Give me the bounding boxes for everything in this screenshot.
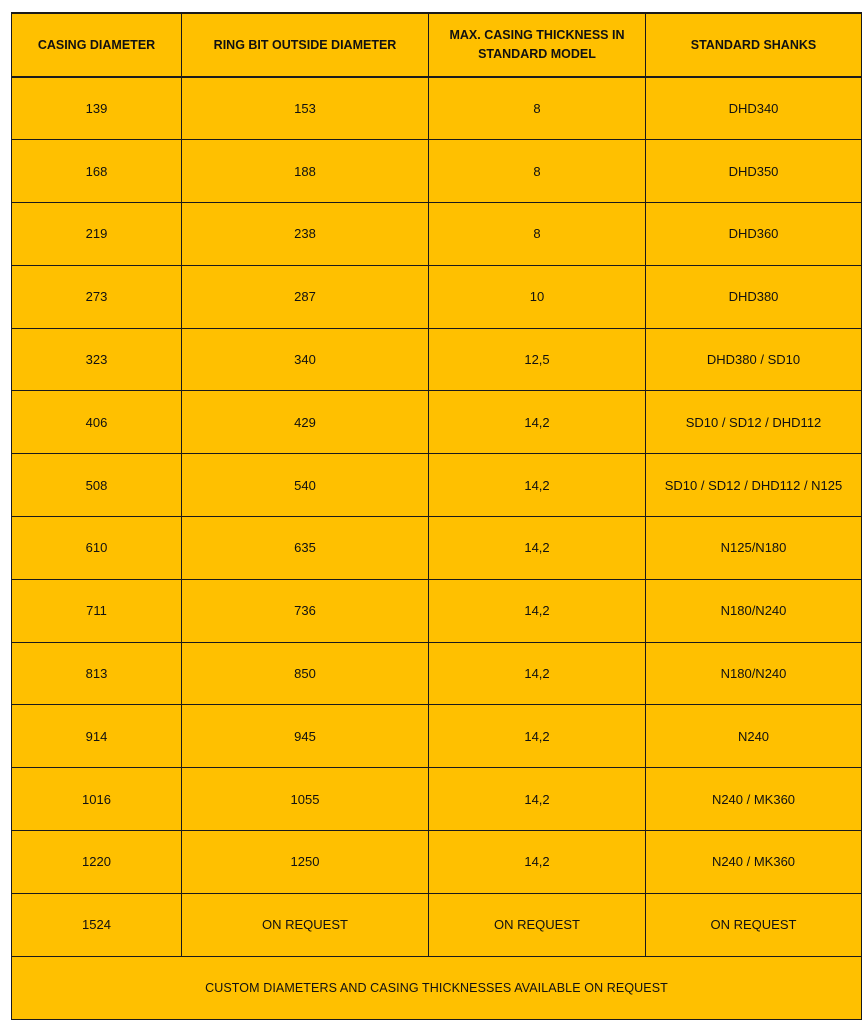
cell-ring-bit-diameter: 1055: [182, 768, 429, 831]
cell-max-thickness: 14,2: [429, 579, 646, 642]
cell-standard-shanks: DHD340: [646, 77, 862, 140]
cell-casing-diameter: 273: [12, 265, 182, 328]
cell-standard-shanks: ON REQUEST: [646, 893, 862, 956]
footer-row: [12, 956, 862, 1019]
cell-max-thickness: 14,2: [429, 831, 646, 894]
cell-max-thickness: 10: [429, 265, 646, 328]
cell-max-thickness: 14,2: [429, 454, 646, 517]
cell-casing-diameter: 139: [12, 77, 182, 140]
cell-standard-shanks: DHD380 / SD10: [646, 328, 862, 391]
cell-ring-bit-diameter: 238: [182, 203, 429, 266]
table-row: [12, 705, 862, 768]
cell-ring-bit-diameter: 736: [182, 579, 429, 642]
table-row: [12, 642, 862, 705]
cell-casing-diameter: 813: [12, 642, 182, 705]
cell-ring-bit-diameter: 945: [182, 705, 429, 768]
cell-ring-bit-diameter: 287: [182, 265, 429, 328]
cell-ring-bit-diameter: 540: [182, 454, 429, 517]
casing-spec-table: [11, 12, 862, 1020]
cell-standard-shanks: N180/N240: [646, 579, 862, 642]
cell-ring-bit-diameter: 850: [182, 642, 429, 705]
cell-max-thickness: 12,5: [429, 328, 646, 391]
cell-casing-diameter: 219: [12, 203, 182, 266]
header-casing-diameter: CASING DIAMETER: [12, 13, 182, 77]
cell-standard-shanks: DHD380: [646, 265, 862, 328]
cell-casing-diameter: 406: [12, 391, 182, 454]
cell-standard-shanks: N125/N180: [646, 517, 862, 580]
table-row: [12, 140, 862, 203]
cell-ring-bit-diameter: 340: [182, 328, 429, 391]
table-row: [12, 203, 862, 266]
cell-ring-bit-diameter: 188: [182, 140, 429, 203]
header-ring-bit-outside-diameter: RING BIT OUTSIDE DIAMETER: [182, 13, 429, 77]
table-row: [12, 391, 862, 454]
table-row: [12, 77, 862, 140]
cell-max-thickness: ON REQUEST: [429, 893, 646, 956]
cell-standard-shanks: N180/N240: [646, 642, 862, 705]
cell-casing-diameter: 323: [12, 328, 182, 391]
header-standard-shanks: STANDARD SHANKS: [646, 13, 862, 77]
table-row: [12, 893, 862, 956]
cell-max-thickness: 14,2: [429, 391, 646, 454]
table-row: [12, 454, 862, 517]
cell-max-thickness: 14,2: [429, 517, 646, 580]
cell-ring-bit-diameter: 429: [182, 391, 429, 454]
cell-standard-shanks: N240 / MK360: [646, 831, 862, 894]
table-row: [12, 768, 862, 831]
table-row: [12, 328, 862, 391]
cell-casing-diameter: 914: [12, 705, 182, 768]
header-max-casing-thickness: MAX. CASING THICKNESS IN STANDARD MODEL: [429, 13, 646, 77]
cell-standard-shanks: N240: [646, 705, 862, 768]
cell-casing-diameter: 1524: [12, 893, 182, 956]
cell-max-thickness: 14,2: [429, 705, 646, 768]
cell-casing-diameter: 1220: [12, 831, 182, 894]
cell-standard-shanks: N240 / MK360: [646, 768, 862, 831]
cell-standard-shanks: DHD360: [646, 203, 862, 266]
table-row: [12, 265, 862, 328]
cell-casing-diameter: 711: [12, 579, 182, 642]
cell-casing-diameter: 508: [12, 454, 182, 517]
cell-max-thickness: 8: [429, 140, 646, 203]
table-row: [12, 517, 862, 580]
cell-casing-diameter: 610: [12, 517, 182, 580]
custom-request-note: CUSTOM DIAMETERS AND CASING THICKNESSES AVAILABLE ON REQUEST: [12, 956, 862, 1019]
cell-standard-shanks: SD10 / SD12 / DHD112: [646, 391, 862, 454]
table-row: [12, 579, 862, 642]
cell-ring-bit-diameter: 1250: [182, 831, 429, 894]
cell-casing-diameter: 1016: [12, 768, 182, 831]
table-row: [12, 831, 862, 894]
cell-ring-bit-diameter: 153: [182, 77, 429, 140]
cell-casing-diameter: 168: [12, 140, 182, 203]
cell-ring-bit-diameter: ON REQUEST: [182, 893, 429, 956]
cell-max-thickness: 8: [429, 77, 646, 140]
cell-max-thickness: 8: [429, 203, 646, 266]
cell-max-thickness: 14,2: [429, 768, 646, 831]
header-row: [12, 13, 862, 77]
cell-standard-shanks: DHD350: [646, 140, 862, 203]
cell-ring-bit-diameter: 635: [182, 517, 429, 580]
cell-standard-shanks: SD10 / SD12 / DHD112 / N125: [646, 454, 862, 517]
cell-max-thickness: 14,2: [429, 642, 646, 705]
